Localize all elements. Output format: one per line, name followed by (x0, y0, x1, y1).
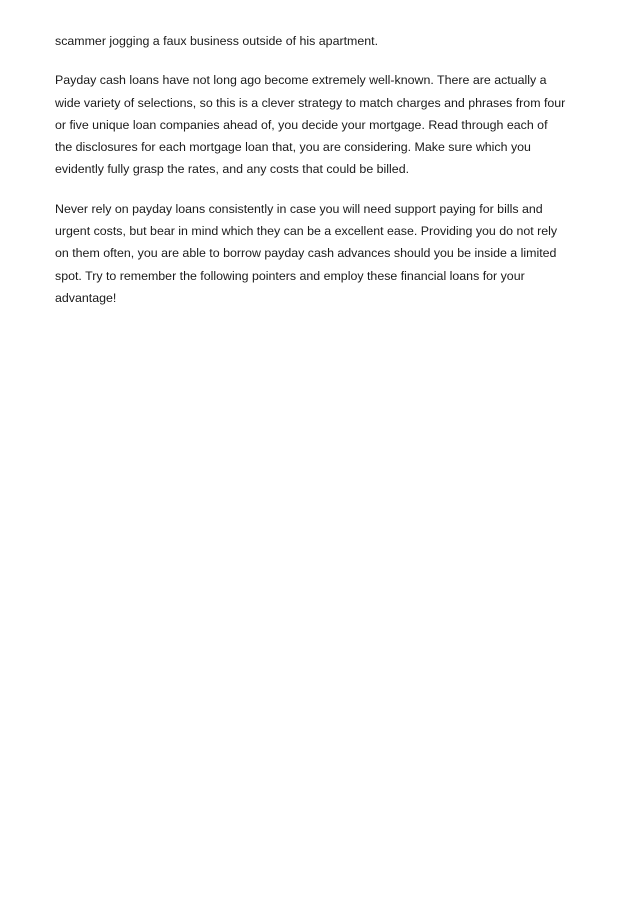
text-line: evidently fully grasp the rates, and any costs that could be billed. (55, 162, 410, 177)
document-body (55, 30, 600, 326)
paragraph-2 (55, 69, 600, 180)
paragraph-3 (55, 198, 600, 309)
text-line: spot. Try to remember the following pointers and employ these financial loans for your (55, 268, 525, 283)
text-line: or five unique loan companies ahead of, you decide your mortgage. Read through each of (55, 117, 548, 132)
text-line: Never rely on payday loans consistently in case you will need support paying for bills and (55, 201, 543, 216)
text-line: scammer jogging a faux business outside of his apartment. (55, 34, 379, 48)
paragraph-1 (55, 30, 600, 52)
text-line: wide variety of selections, so this is a clever strategy to match charges and phrases from four (55, 95, 566, 110)
text-line: the disclosures for each mortgage loan that, you are considering. Make sure which you (55, 140, 531, 155)
text-line: urgent costs, but bear in mind which they can be a excellent ease. Providing you do not rely (55, 224, 558, 239)
text-line: advantage! (55, 290, 117, 305)
text-line: Payday cash loans have not long ago become extremely well-known. There are actually a (55, 73, 547, 88)
text-line: on them often, you are able to borrow payday cash advances should you be inside a limited (55, 246, 557, 261)
